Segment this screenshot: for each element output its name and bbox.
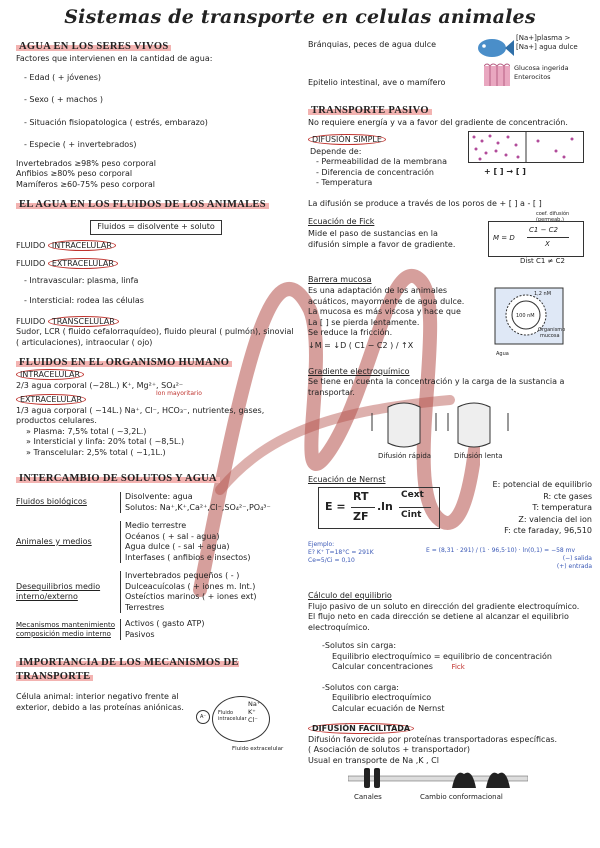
extra-volume-item: » Plasma: 7,5% total ( ~3,2L.) xyxy=(26,426,147,436)
mucosa-label: mucosa xyxy=(540,333,560,339)
gradient-diagram xyxy=(348,401,528,449)
intercambio-item: Invertebrados pequeños ( - ) xyxy=(125,571,240,580)
cell-diagram xyxy=(196,692,296,752)
equilibrio-title: Cálculo del equilibrio xyxy=(308,591,392,600)
difusion-facilitada-label: DIFUSIÓN FACILITADA xyxy=(308,723,414,734)
gradient-label: Difusión rápida xyxy=(378,452,432,460)
left-column xyxy=(16,40,296,752)
mucosa-line: La [ ] se pierda lentamente. xyxy=(308,317,420,327)
intercambio-item: Activos ( gasto ATP) xyxy=(125,619,205,628)
mucosa-label: 1,2 nM xyxy=(534,291,552,297)
fluido-prefix: FLUIDO xyxy=(16,316,48,326)
fish-label: [Na+]plasma > xyxy=(516,34,571,42)
depende-label: Depende de: xyxy=(310,146,362,156)
intercambio-item: Terrestres xyxy=(125,602,165,612)
cell-ion: Na⁺ xyxy=(248,700,261,708)
mucosa-label: Agua xyxy=(496,351,509,357)
intracelular-desc: 2/3 agua corporal (~28L.) K⁺, Mg²⁺, SO₄²⁻ xyxy=(16,380,184,390)
intercambio-item: Pasivos xyxy=(125,629,155,639)
percent-item: Mamíferos ≥60-75% peso corporal xyxy=(16,179,155,189)
mucosa-line: Es una adaptación de los animales acuáticos, mayormente de agua dulce. xyxy=(308,286,465,306)
heading-intercambio: INTERCAMBIO DE SOLUTOS Y AGUA xyxy=(16,473,220,484)
nernst-e: E = xyxy=(325,500,346,513)
nernst-legend: E: potencial de equilibrio xyxy=(492,480,592,489)
nernst-legend: Z: valencia del ion xyxy=(518,514,592,524)
intercambio-item: Interfases ( anfibios e insectos) xyxy=(125,552,251,562)
fluido-intracelular-label: INTRACELULAR xyxy=(48,240,116,251)
right-column xyxy=(308,34,592,804)
depende-item: - Temperatura xyxy=(316,178,373,187)
nernst-equation-box xyxy=(318,487,440,529)
mucosa-line: La mucosa es más viscosa y hace que xyxy=(308,307,461,316)
nernst-example: Ejemplo: xyxy=(308,541,335,548)
nernst-example: Ce=5/Ci = 0,10 xyxy=(308,557,355,564)
nernst-ln: .ln xyxy=(377,500,393,513)
desequilibrios-label: Desequilibrios medio interno/externo xyxy=(16,581,101,601)
electroquimico-desc: Se tiene en cuenta la concentración y la carga de la sustancia a transportar. xyxy=(308,377,565,397)
concentration-arrow-label: + [ ] → [ ] xyxy=(484,166,526,176)
nernst-legend: T: temperatura xyxy=(532,503,592,512)
mucosa-line: Se reduce la fricción. xyxy=(308,328,393,337)
nernst-cext: Cext xyxy=(401,490,424,500)
mucosa-label: Organismo xyxy=(538,327,566,333)
extra-volume-item: » Transcelular: 2,5% total ( ~1,1L.) xyxy=(26,447,166,457)
sin-carga-item: Calcular concentraciones xyxy=(332,662,433,671)
nernst-example: E? K⁺ T=18°C = 291K xyxy=(308,549,374,556)
depende-item: - Permeabilidad de la membrana xyxy=(316,157,447,166)
fick-coef-note: coef. difusión (permeab.) xyxy=(536,211,570,223)
fluido-prefix: FLUIDO xyxy=(16,259,48,268)
nernst-cint: Cint xyxy=(401,510,422,520)
poros-text: La difusión se produce a través de los poros de + [ ] a - [ ] xyxy=(308,198,542,208)
animales-medios-label: Animales y medios xyxy=(16,536,92,546)
con-carga-title: -Solutos con carga: xyxy=(322,682,399,692)
fluido-transcelular-label: TRANSCELULAR xyxy=(48,316,119,327)
extracelular-label: EXTRACELULAR xyxy=(16,394,86,405)
nernst-title: Ecuación de Nernst xyxy=(308,475,386,484)
equilibrio-p1: Flujo pasivo de un soluto en dirección del gradiente electroquímico. xyxy=(308,601,580,611)
nernst-legend: F: cte faraday, 96,510 xyxy=(504,526,592,535)
mecanismos-label: Mecanismos mantenimiento composición medio interno xyxy=(16,620,115,638)
fick-desc: Mide el paso de sustancias en la difusión simple a favor de gradiente. xyxy=(308,229,456,249)
factor-item: - Especie ( + invertebrados) xyxy=(24,140,137,149)
nernst-legend: R: cte gases xyxy=(543,491,592,501)
pasivo-desc: No requiere energía y va a favor del gradiente de concentración. xyxy=(308,118,568,127)
fick-m: M = D xyxy=(493,234,515,242)
facilitada-line: ( Asociación de solutos + transportador) xyxy=(308,745,470,754)
heading-importancia: IMPORTANCIA DE LOS MECANISMOS DE TRANSPORTE xyxy=(16,657,239,682)
facilitada-line: Difusión favorecida por proteínas transportadoras específicas. xyxy=(308,734,558,744)
anion-marker: A⁻ xyxy=(196,710,210,724)
intracelular-label: INTRACELULAR xyxy=(16,369,84,380)
agua-intro: Factores que intervienen en la cantidad de agua: xyxy=(16,54,213,63)
fick-dist-note: Dist C1 ≠ C2 xyxy=(520,257,565,265)
equilibrio-p2: El flujo neto en cada dirección se detiene al alcanzar el equilibrio electroquímico. xyxy=(308,612,569,632)
fick-title: Ecuación de Fick xyxy=(308,217,375,226)
difusion-simple-label: DIFUSIÓN SIMPLE xyxy=(308,134,386,145)
intercambio-item: Agua dulce ( - sal + agua) xyxy=(125,542,230,551)
intercambio-item: Disolvente: agua xyxy=(125,492,193,501)
extra-item: - Intersticial: rodea las células xyxy=(24,296,144,305)
mucosa-label: 100 nM xyxy=(516,313,535,319)
fluidos-formula: Fluidos = disolvente + soluto xyxy=(90,220,222,235)
page-title: Sistemas de transporte en celulas animales xyxy=(64,6,536,28)
enterocytes-icon xyxy=(484,62,510,86)
electroquimico-title: Gradiente electroquímico xyxy=(308,367,410,376)
intercambio-item: Océanos ( + sal - agua) xyxy=(125,531,220,541)
intercambio-item: Dulceacuícolas ( + iones m. Int.) xyxy=(125,581,256,591)
gradient-label: Difusión lenta xyxy=(454,452,503,460)
fick-note: Fick xyxy=(451,663,465,671)
factor-item: - Situación fisiopatologica ( estrés, embarazo) xyxy=(24,117,208,127)
epitelio-text: Epitelio intestinal, ave o mamífero xyxy=(308,78,446,87)
heading-transporte-pasivo: TRANSPORTE PASIVO xyxy=(308,105,432,116)
fick-formula-box xyxy=(488,221,584,257)
mucosa-title: Barrera mucosa xyxy=(308,275,372,284)
percent-item: Invertebrados ≥98% peso corporal xyxy=(16,158,156,168)
facilitada-label: Cambio conformacional xyxy=(420,793,503,801)
cell-ion: Cl⁻ xyxy=(248,716,258,724)
fick-denominator: X xyxy=(545,240,550,248)
fluido-prefix: FLUIDO xyxy=(16,240,48,250)
heading-agua-seres-vivos: AGUA EN LOS SERES VIVOS xyxy=(16,41,171,52)
fluido-extracelular-caption: Fluido extracelular xyxy=(232,746,284,752)
factor-item: - Sexo ( + machos ) xyxy=(24,95,104,104)
intercambio-item: Medio terrestre xyxy=(125,521,187,530)
nernst-example: E = (8,31 · 291) / (1 · 96,5·10) · ln(0,1) = −58 mv xyxy=(426,547,576,554)
cell-label: Fluido intracelular xyxy=(218,710,247,722)
depende-item: - Diferencia de concentración xyxy=(316,167,434,177)
nernst-rt: RT xyxy=(353,490,369,503)
intercambio-item: Osteíctios marinos ( + iones ext) xyxy=(125,592,257,601)
cell-caption: Glucosa ingerida xyxy=(514,64,569,72)
cell-ion: K⁺ xyxy=(248,708,256,716)
heading-fluidos-animales: EL AGUA EN LOS FLUIDOS DE LOS ANIMALES xyxy=(16,199,269,210)
fick-numerator: C1 − C2 xyxy=(529,226,558,234)
con-carga-item: Calcular ecuación de Nernst xyxy=(332,703,445,713)
nernst-example: (+) entrada xyxy=(556,563,592,570)
sin-carga-item: Equilibrio electroquímico = equilibrio de concentración xyxy=(332,651,552,661)
extra-volume-item: » Intersticial y linfa: 20% total ( ~8,5L.) xyxy=(26,437,185,446)
intercambio-item: Solutos: Na⁺,K⁺,Ca²⁺,Cl⁻,SO₄²⁻,PO₄³⁻ xyxy=(125,502,271,512)
importancia-text: Célula animal: interior negativo frente al exterior, debido a las proteínas aniónicas. xyxy=(16,692,184,712)
extra-item: - Intravascular: plasma, linfa xyxy=(24,275,139,285)
cell-caption: Enterocitos xyxy=(514,73,551,81)
facilitada-line: Usual en transporte de Na ,K , Cl xyxy=(308,755,439,765)
sin-carga-title: -Solutos sin carga: xyxy=(322,641,397,650)
percent-item: Anfibios ≥80% peso corporal xyxy=(16,169,133,178)
mucosa-formula: ↓M = ↓D ( C1 − C2 ) / ↑X xyxy=(308,341,414,350)
nernst-zf: ZF xyxy=(353,510,369,523)
con-carga-item: Equilibrio electroquímico xyxy=(332,693,432,702)
branquias-text: Bránquias, peces de agua dulce xyxy=(308,40,437,49)
fluidos-biologicos-label: Fluidos biológicos xyxy=(16,497,87,507)
heading-organismo-humano: FLUIDOS EN EL ORGANISMO HUMANO xyxy=(16,357,232,368)
fish-label: [Na+] agua dulce xyxy=(516,43,578,51)
transcelular-desc: Sudor, LCR ( fluido cefalorraquídeo), fluido pleural ( pulmón), sinovial ( articulaciones), intraocular ( ojo) xyxy=(16,327,294,347)
fluido-extracelular-label: EXTRACELULAR xyxy=(48,258,118,269)
facilitada-label: Canales xyxy=(354,793,382,801)
extracelular-desc: 1/3 agua corporal ( ~14L.) Na⁺, Cl⁻, HCO₃⁻, nutrientes, gases, productos celulares. xyxy=(16,405,265,425)
ion-mayoritario-note: Ion mayoritario xyxy=(156,390,202,397)
transport-protein-diagram xyxy=(348,766,528,792)
fish-icon xyxy=(474,34,514,62)
diffusion-diagram xyxy=(468,131,584,163)
factor-item: - Edad ( + jóvenes) xyxy=(24,72,102,82)
nernst-example: (−) salida xyxy=(562,555,592,562)
